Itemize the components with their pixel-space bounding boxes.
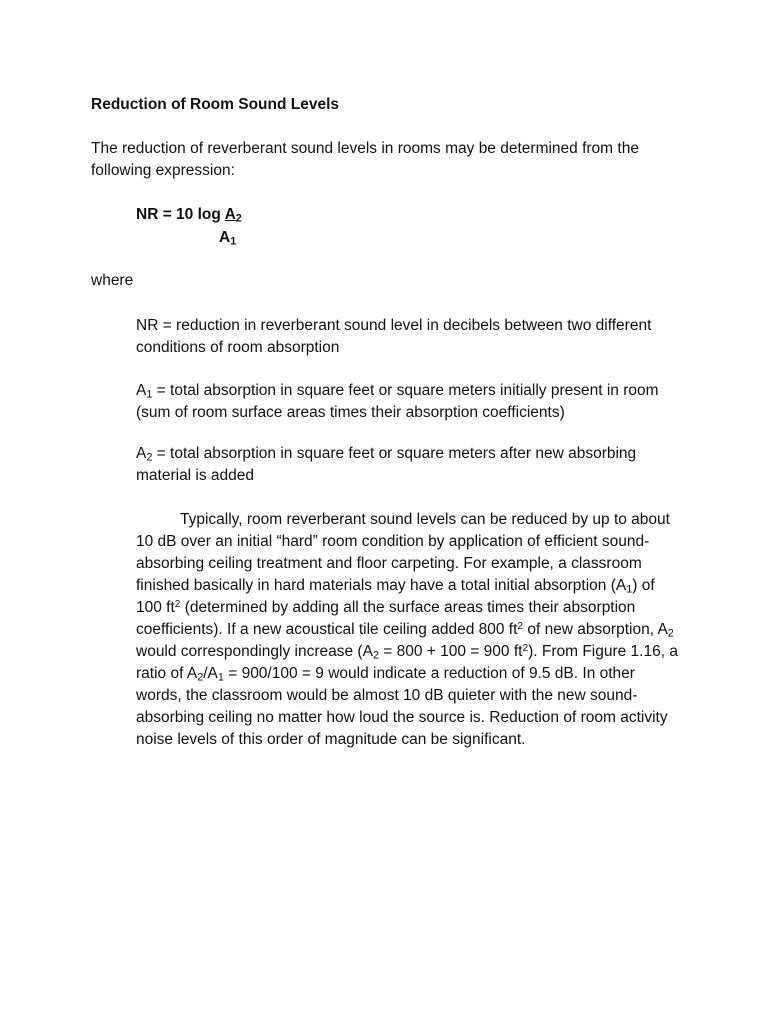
para-s2: ) of 100 ft [136, 577, 655, 616]
para-s7-sub: 2 [197, 671, 204, 684]
definition-a2 [136, 443, 676, 487]
formula-numerator [225, 206, 242, 223]
a2-text: = total absorption in square feet or square meters after new absorbing material is added [136, 445, 637, 484]
formula-denominator-base: A [219, 229, 231, 246]
para-s9: = 900/100 = 9 would indicate a reduction of 9.5 dB. In other words, the classroom would be almost 10 dB quieter with the new sound-absorbing ceiling no matter how loud the source is. Reduction of room activity noise levels of this order of magnitude can be significant. [136, 665, 668, 748]
a2-subscript: 2 [146, 451, 153, 464]
para-s6-sup: 2 [522, 642, 529, 654]
formula-numerator-base: A [224, 206, 236, 223]
a1-text: = total absorption in square feet or square meters initially present in room (sum of room surface areas times their absorption coefficients) [136, 382, 659, 421]
formula-denominator [219, 227, 236, 249]
para-s4-sub: 2 [667, 627, 674, 640]
formula-numerator-sub: 2 [235, 212, 242, 225]
para-s8-sub: 1 [217, 671, 224, 684]
where-label: where [91, 272, 134, 289]
formula-line [136, 204, 242, 226]
formula-denominator-sub: 1 [230, 235, 237, 248]
para-s3-sup: 2 [517, 620, 524, 632]
para-s7: ). From Figure 1.16, a ratio of A [136, 643, 678, 682]
formula-lhs: NR = 10 log [136, 206, 225, 223]
definition-a1 [136, 380, 676, 424]
a1-subscript: 1 [146, 388, 153, 401]
intro-paragraph: The reduction of reverberant sound levels in rooms may be determined from the following expression: [91, 140, 639, 179]
document-title: Reduction of Room Sound Levels [91, 96, 340, 113]
para-s3: (determined by adding all the surface areas times their absorption coefficients). If a new acoustical tile ceiling added 800 ft [136, 599, 636, 638]
a2-symbol: A [136, 445, 147, 462]
body-paragraph [136, 509, 684, 751]
para-s4: of new absorption, A [523, 621, 668, 638]
para-s5: would correspondingly increase (A [136, 643, 373, 660]
definition-nr: NR = reduction in reverberant sound level in decibels between two different conditions of room absorption [136, 317, 652, 356]
para-s1: Typically, room reverberant sound levels can be reduced by up to about 10 dB over an initial “hard” room condition by application of efficient sound-absorbing ceiling treatment and floor carpeting. For example, a classroom finished basically in hard materials may have a total initial absorption (A [136, 511, 670, 594]
para-s8: /A [203, 665, 218, 682]
para-s6: = 800 + 100 = 900 ft [378, 643, 523, 660]
a1-symbol: A [136, 382, 147, 399]
para-s5-sub: 2 [372, 649, 379, 662]
para-s2-sup: 2 [174, 598, 181, 610]
para-s1-sub: 1 [626, 583, 633, 596]
